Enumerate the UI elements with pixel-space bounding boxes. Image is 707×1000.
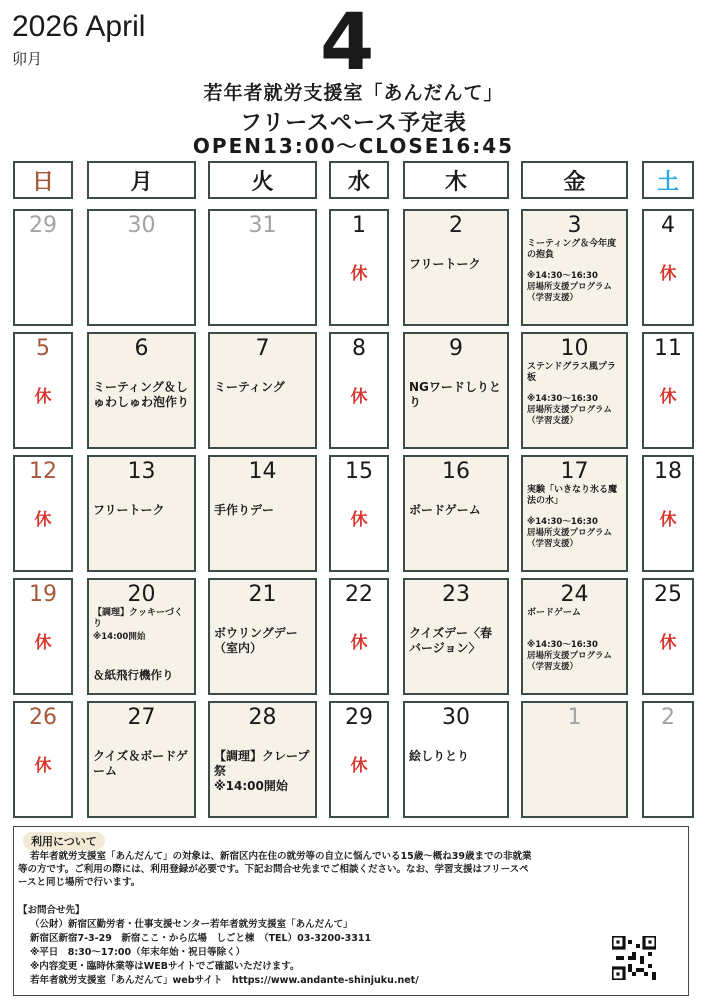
closed-mark: 休 <box>34 510 52 530</box>
day-number: 7 <box>255 336 270 361</box>
day-cell <box>13 332 73 449</box>
big-month-number: 4 <box>320 0 375 88</box>
closed-mark: 休 <box>659 633 677 653</box>
day-cell <box>208 332 317 449</box>
day-cell <box>521 578 628 695</box>
weekday-header: 月 <box>87 161 196 199</box>
day-number: 25 <box>654 582 682 607</box>
day-number: 26 <box>29 705 57 730</box>
weekday-header: 火 <box>208 161 317 199</box>
day-number: 2 <box>449 213 463 238</box>
day-number: 24 <box>560 582 589 607</box>
day-number: 21 <box>248 582 277 607</box>
closed-mark: 休 <box>350 633 368 653</box>
event-text: 【調理】クレープ祭 ※14:00開始 <box>214 749 310 793</box>
day-number: 30 <box>127 213 156 238</box>
event-text: NGワードしりとり <box>409 380 501 409</box>
contact-line: ※内容変更・臨時休業等はWEBサイトでご確認いただけます。 <box>30 961 300 972</box>
closed-mark: 休 <box>350 756 368 776</box>
closed-mark: 休 <box>34 633 52 653</box>
day-number: 8 <box>352 336 366 361</box>
day-cell <box>403 332 509 449</box>
day-number: 27 <box>127 705 156 730</box>
year-month-heading: 2026 April <box>12 10 146 43</box>
qr-code-icon[interactable] <box>612 936 656 980</box>
closed-mark: 休 <box>659 387 677 407</box>
day-cell <box>208 578 317 695</box>
day-cell <box>208 209 317 326</box>
event-extra: ＆紙飛行機作り <box>93 668 174 682</box>
event-text: フリートーク <box>409 257 481 271</box>
day-number: 14 <box>248 459 277 484</box>
day-cell <box>521 332 628 449</box>
day-number: 1 <box>352 213 366 238</box>
day-number: 20 <box>127 582 156 607</box>
day-cell <box>87 578 196 695</box>
event-text: ミーティング＆今年度の抱負 <box>527 239 617 261</box>
closed-mark: 休 <box>350 510 368 530</box>
day-number: 23 <box>442 582 470 607</box>
day-number: 12 <box>29 459 57 484</box>
day-number: 15 <box>345 459 373 484</box>
event-note: ※14:30～16:30 居場所支援プログラム （学習支援） <box>527 640 612 673</box>
event-text: ボードゲーム <box>409 503 481 517</box>
day-number: 1 <box>567 705 582 730</box>
day-number: 29 <box>345 705 373 730</box>
day-cell <box>403 701 509 818</box>
info-body-line: 若年者就労支援室「あんだんて」の対象は、新宿区内在住の就労等の自立に悩んでいる15歳～概ね39歳までの非就業 <box>30 851 532 862</box>
event-note: ※14:30～16:30 居場所支援プログラム （学習支援） <box>527 271 612 304</box>
day-number: 29 <box>29 213 57 238</box>
day-number: 30 <box>442 705 470 730</box>
event-text: ステンドグラス風プラ板 <box>527 362 616 384</box>
day-cell <box>642 455 694 572</box>
event-text: 実験「いきなり氷る魔法の水」 <box>527 485 618 507</box>
day-number: 28 <box>248 705 277 730</box>
day-cell <box>642 332 694 449</box>
event-text: ミーティング <box>214 380 285 394</box>
closed-mark: 休 <box>34 387 52 407</box>
contact-line: ※平日 8:30～17:00（年末年始・祝日等除く） <box>30 947 246 958</box>
day-number: 16 <box>442 459 470 484</box>
day-number: 22 <box>345 582 373 607</box>
day-number: 13 <box>127 459 156 484</box>
event-note: ※14:30～16:30 居場所支援プログラム （学習支援） <box>527 394 612 427</box>
event-text: ボウリングデー（室内） <box>214 626 298 655</box>
day-cell <box>642 209 694 326</box>
day-number: 3 <box>567 213 582 238</box>
day-cell <box>13 578 73 695</box>
contact-line: 新宿区新宿7-3-29 新宿ここ・から広場 しごと棟 （TEL）03-3200-3311 <box>30 933 372 944</box>
info-body-line: 等の方です。ご利用の際には、利用登録が必要です。下記お問合せ先までご相談ください。なお、学習支援はフリースペ <box>18 864 529 875</box>
weekday-header: 土 <box>642 161 694 199</box>
day-cell <box>642 701 694 818</box>
day-number: 4 <box>661 213 675 238</box>
weekday-header: 木 <box>403 161 509 199</box>
day-cell <box>403 455 509 572</box>
event-text: フリートーク <box>93 503 165 517</box>
day-cell <box>329 701 389 818</box>
day-cell <box>329 578 389 695</box>
event-text: ボードゲーム <box>527 608 581 618</box>
info-body-line: ースと同じ場所で行います。 <box>18 877 141 888</box>
weekday-header: 日 <box>13 161 73 199</box>
event-text: クイズデー〈春バージョン〉 <box>409 626 493 655</box>
day-number: 5 <box>36 336 50 361</box>
day-number: 31 <box>248 213 277 238</box>
closed-mark: 休 <box>659 510 677 530</box>
day-cell <box>403 209 509 326</box>
day-cell <box>13 455 73 572</box>
event-text: クイズ＆ボードゲーム <box>93 749 189 778</box>
wareki-month: 卯月 <box>12 50 43 68</box>
day-number: 11 <box>654 336 682 361</box>
day-cell <box>521 209 628 326</box>
day-cell <box>208 455 317 572</box>
day-cell <box>329 209 389 326</box>
org-name: 若年者就労支援室「あんだんて」 <box>203 82 504 104</box>
day-number: 2 <box>661 705 675 730</box>
website-link[interactable]: 若年者就労支援室「あんだんて」webサイト https://www.andante-shinjuku.net/ <box>30 975 419 986</box>
closed-mark: 休 <box>34 756 52 776</box>
day-cell <box>521 701 628 818</box>
day-number: 18 <box>654 459 682 484</box>
day-number: 19 <box>29 582 57 607</box>
closed-mark: 休 <box>350 387 368 407</box>
day-cell <box>87 701 196 818</box>
contact-heading: 【お問合せ先】 <box>18 905 85 916</box>
weekday-header: 水 <box>329 161 389 199</box>
day-cell <box>329 332 389 449</box>
event-text: 絵しりとり <box>409 749 470 763</box>
day-number: 9 <box>449 336 463 361</box>
day-number: 17 <box>560 459 589 484</box>
event-text: 【調理】クッキーづくり <box>93 608 184 630</box>
day-cell <box>642 578 694 695</box>
info-title: 利用について <box>23 832 105 850</box>
event-note: ※14:00開始 <box>93 632 146 642</box>
day-cell <box>403 578 509 695</box>
opening-hours: OPEN13:00～CLOSE16:45 <box>192 134 515 158</box>
day-cell <box>329 455 389 572</box>
day-cell <box>521 455 628 572</box>
closed-mark: 休 <box>350 264 368 284</box>
day-cell <box>13 701 73 818</box>
event-text: ミーティング＆しゅわしゅわ泡作り <box>93 380 190 409</box>
contact-line: （公財）新宿区勤労者・仕事支援センター若年者就労支援室「あんだんて」 <box>30 919 353 930</box>
day-cell <box>208 701 317 818</box>
day-number: 10 <box>560 336 589 361</box>
day-cell <box>13 209 73 326</box>
schedule-title: フリースペース予定表 <box>240 111 467 136</box>
weekday-header: 金 <box>521 161 628 199</box>
day-cell <box>87 455 196 572</box>
closed-mark: 休 <box>659 264 677 284</box>
day-cell <box>87 209 196 326</box>
event-note: ※14:30～16:30 居場所支援プログラム （学習支援） <box>527 517 612 550</box>
day-cell <box>87 332 196 449</box>
day-number: 6 <box>134 336 149 361</box>
event-text: 手作りデー <box>214 503 275 517</box>
